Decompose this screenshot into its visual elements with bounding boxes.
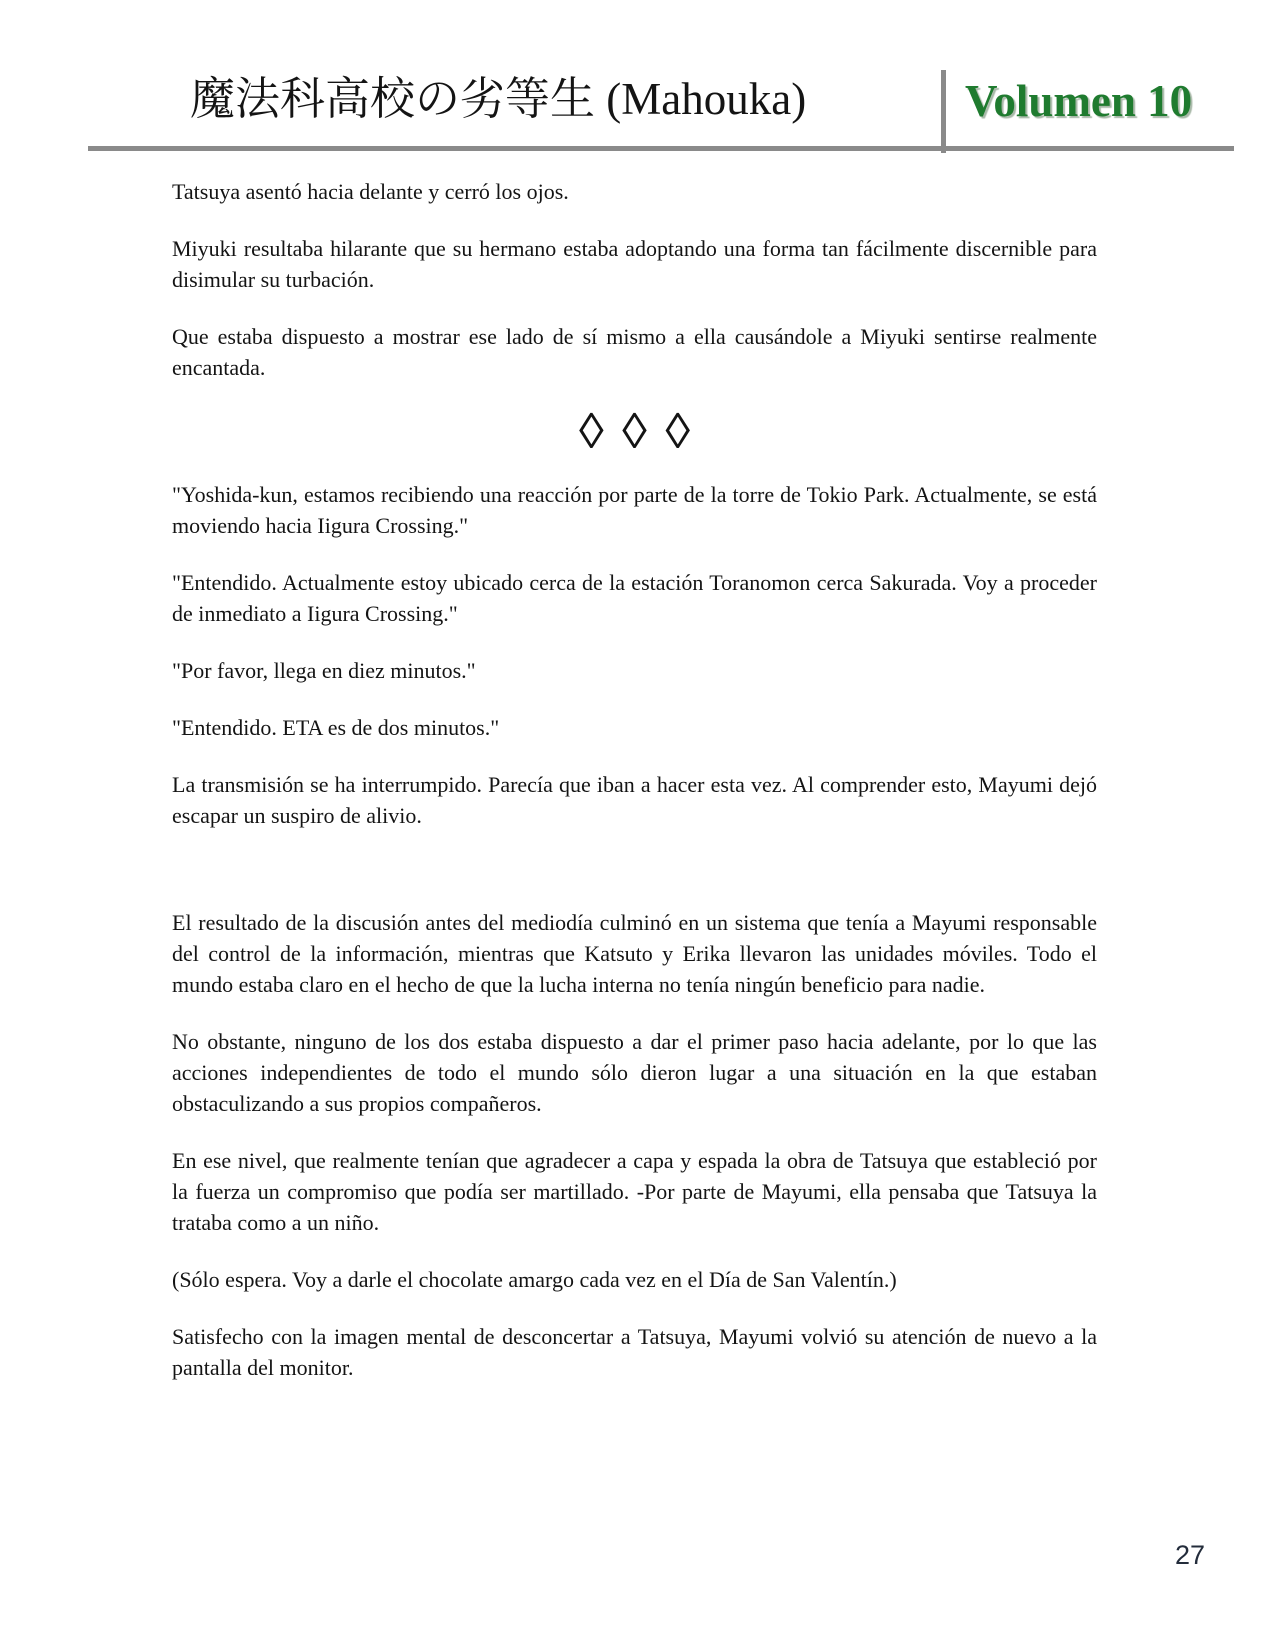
paragraph: "Entendido. ETA es de dos minutos." — [172, 715, 500, 740]
paragraph: El resultado de la discusión antes del mediodía culminó en un sistema que tenía a Mayumi responsable del control de la información, mientras que Katsuto y Erika llevaron las unidades móviles. Todo el mundo estaba claro en el hecho de que la lucha interna no tenía ningún beneficio para nadie. — [172, 910, 1097, 997]
page-number: 27 — [1174, 1540, 1205, 1570]
header-rule — [88, 146, 1234, 151]
book-title: 魔法科高校の劣等生 (Mahouka) — [190, 74, 807, 124]
paragraph: La transmisión se ha interrumpido. Parecía que iban a hacer esta vez. Al comprender esto, Mayumi dejó escapar un suspiro de alivio. — [172, 772, 1097, 828]
paragraph: En ese nivel, que realmente tenían que agradecer a capa y espada la obra de Tatsuya que estableció por la fuerza un compromiso que podía ser martillado. -Por parte de Mayumi, ella pensaba que Tatsuya la trataba como a un niño. — [172, 1148, 1097, 1235]
paragraph: Tatsuya asentó hacia delante y cerró los ojos. — [172, 179, 569, 204]
paragraph: Que estaba dispuesto a mostrar ese lado de sí mismo a ella causándole a Miyuki sentirse realmente encantada. — [172, 324, 1097, 380]
paragraph: "Entendido. Actualmente estoy ubicado cerca de la estación Toranomon cerca Sakurada. Voy a proceder de inmediato a Iigura Crossing." — [172, 570, 1097, 626]
paragraph: "Yoshida-kun, estamos recibiendo una reacción por parte de la torre de Tokio Park. Actualmente, se está moviendo hacia Iigura Crossing." — [172, 482, 1097, 538]
page-body — [172, 176, 1097, 1409]
scene-break-gap — [172, 857, 1097, 907]
scene-separator: ◊ ◊ ◊ — [578, 403, 691, 459]
paragraph: Miyuki resultaba hilarante que su hermano estaba adoptando una forma tan fácilmente discernible para disimular su turbación. — [172, 236, 1097, 292]
volume-label: Volumen 10 — [965, 76, 1193, 126]
header-vertical-divider — [941, 70, 946, 153]
paragraph: (Sólo espera. Voy a darle el chocolate amargo cada vez en el Día de San Valentín.) — [172, 1267, 897, 1292]
paragraph: Satisfecho con la imagen mental de desconcertar a Tatsuya, Mayumi volvió su atención de nuevo a la pantalla del monitor. — [172, 1324, 1097, 1380]
paragraph: No obstante, ninguno de los dos estaba dispuesto a dar el primer paso hacia adelante, por lo que las acciones independientes de todo el mundo sólo dieron lugar a una situación en la que estaban obstaculizando a sus propios compañeros. — [172, 1029, 1097, 1116]
paragraph: "Por favor, llega en diez minutos." — [172, 658, 476, 683]
